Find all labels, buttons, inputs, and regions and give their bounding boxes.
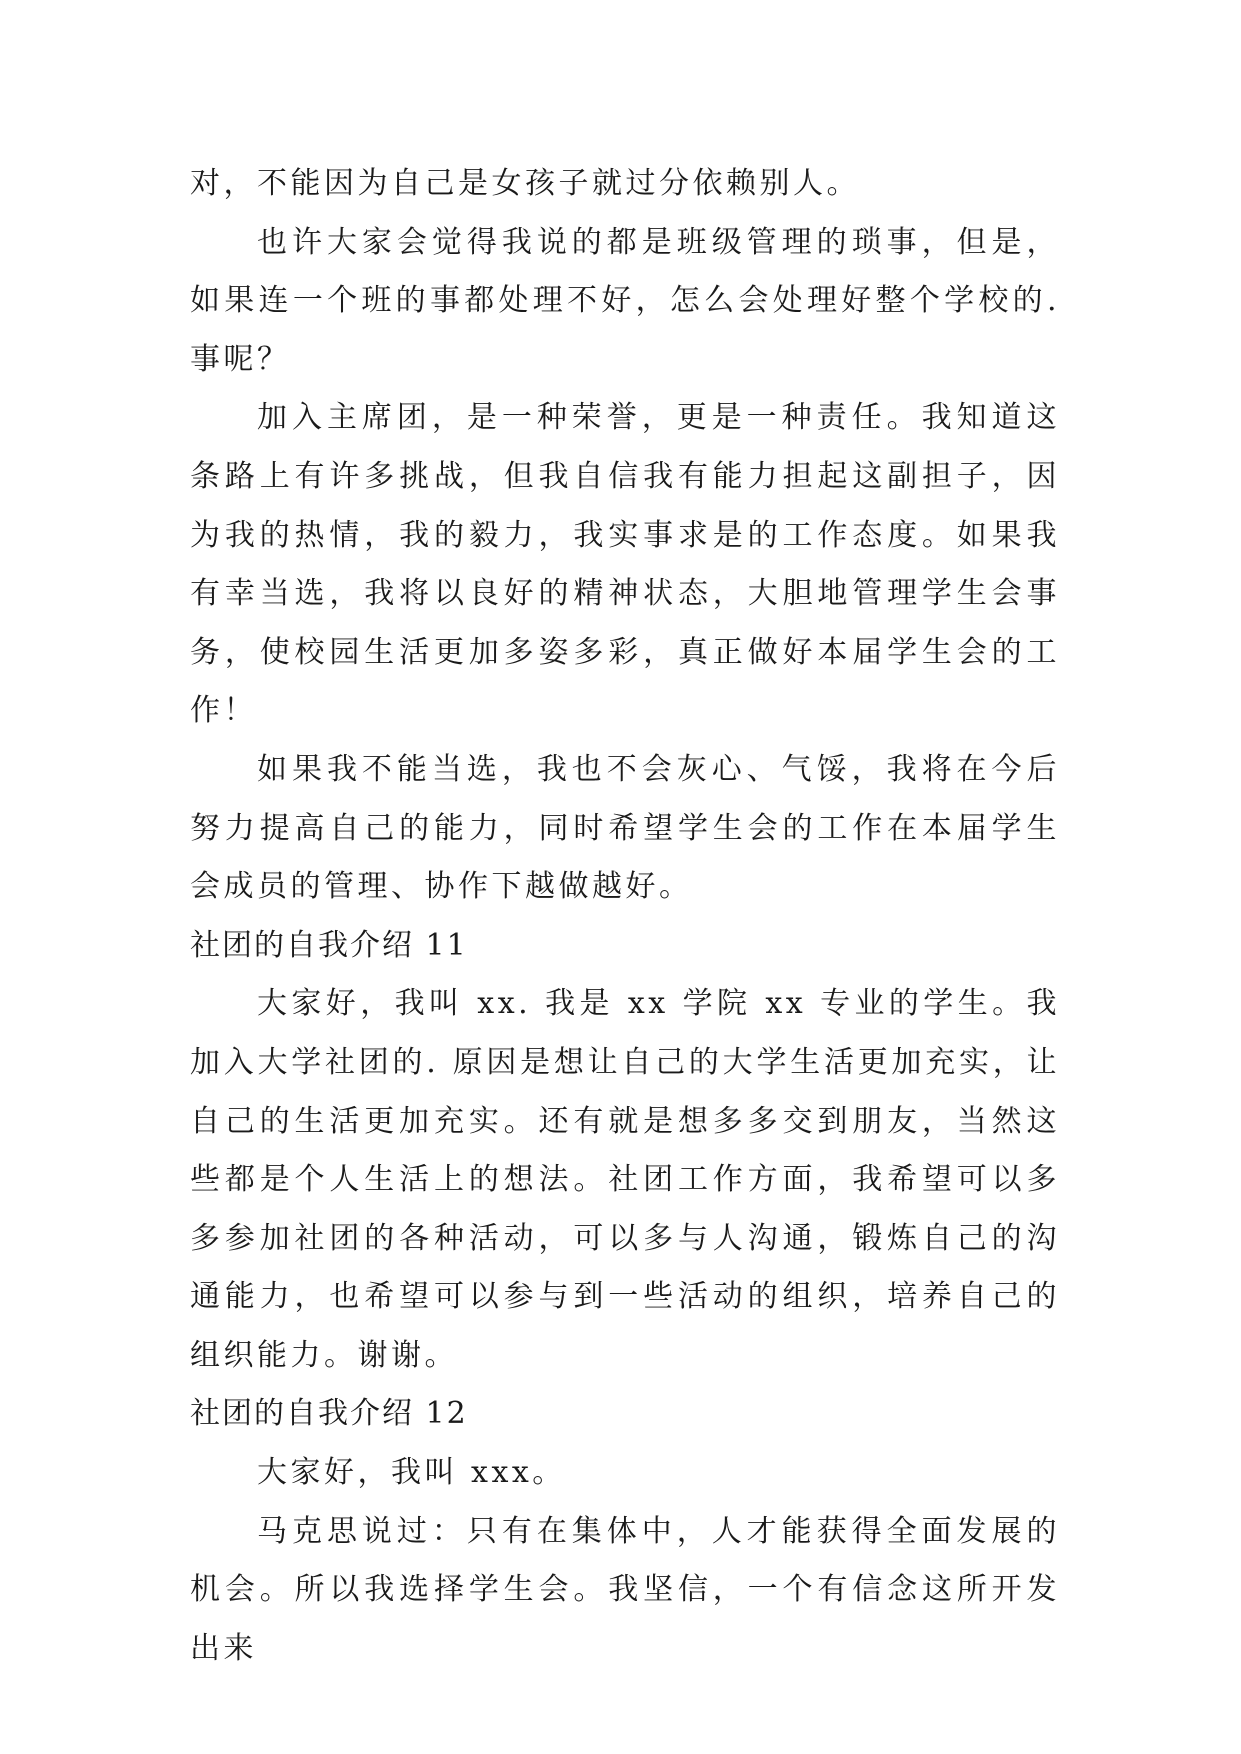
paragraph-join-presidium: 加入主席团，是一种荣誉，更是一种责任。我知道这条路上有许多挑战，但我自信我有能力担起这副担子，因为我的热情，我的毅力，我实事求是的工作态度。如果我有幸当选，我将以良好的精神状态，大胆地管理学生会事务，使校园生活更加多姿多彩，真正做好本届学生会的工作！ bbox=[190, 400, 1060, 729]
section-heading-11: 社团的自我介绍 11 bbox=[190, 927, 468, 963]
section-heading-12: 社团的自我介绍 12 bbox=[190, 1396, 468, 1432]
paragraph-greeting-12: 大家好，我叫 xxx。 bbox=[257, 1455, 566, 1491]
paragraph-continuation: 对，不能因为自己是女孩子就过分依赖别人。 bbox=[190, 166, 860, 201]
document-body bbox=[190, 155, 1060, 1678]
paragraph-class-management: 也许大家会觉得我说的都是班级管理的琐事，但是，如果连一个班的事都处理不好，怎么会处理好整个学校的.事呢？ bbox=[190, 224, 1060, 377]
paragraph-marx-quote: 马克思说过：只有在集体中，人才能获得全面发展的机会。所以我选择学生会。我坚信，一个有信念这所开发出来 bbox=[190, 1513, 1060, 1666]
paragraph-if-not-elected: 如果我不能当选，我也不会灰心、气馁，我将在今后努力提高自己的能力，同时希望学生会的工作在本届学生会成员的管理、协作下越做越好。 bbox=[190, 751, 1060, 905]
paragraph-intro-11: 大家好，我叫 xx. 我是 xx 学院 xx 专业的学生。我加入大学社团的. 原因是想让自己的大学生活更加充实，让自己的生活更加充实。还有就是想多多交到朋友，当然这些都是个人生活上的想法。社团工作方面，我希望可以多多参加社团的各种活动，可以多与人沟通，锻炼自己的沟通能力，也希望可以参与到一些活动的组织，培养自己的组织能力。谢谢。 bbox=[190, 986, 1060, 1373]
